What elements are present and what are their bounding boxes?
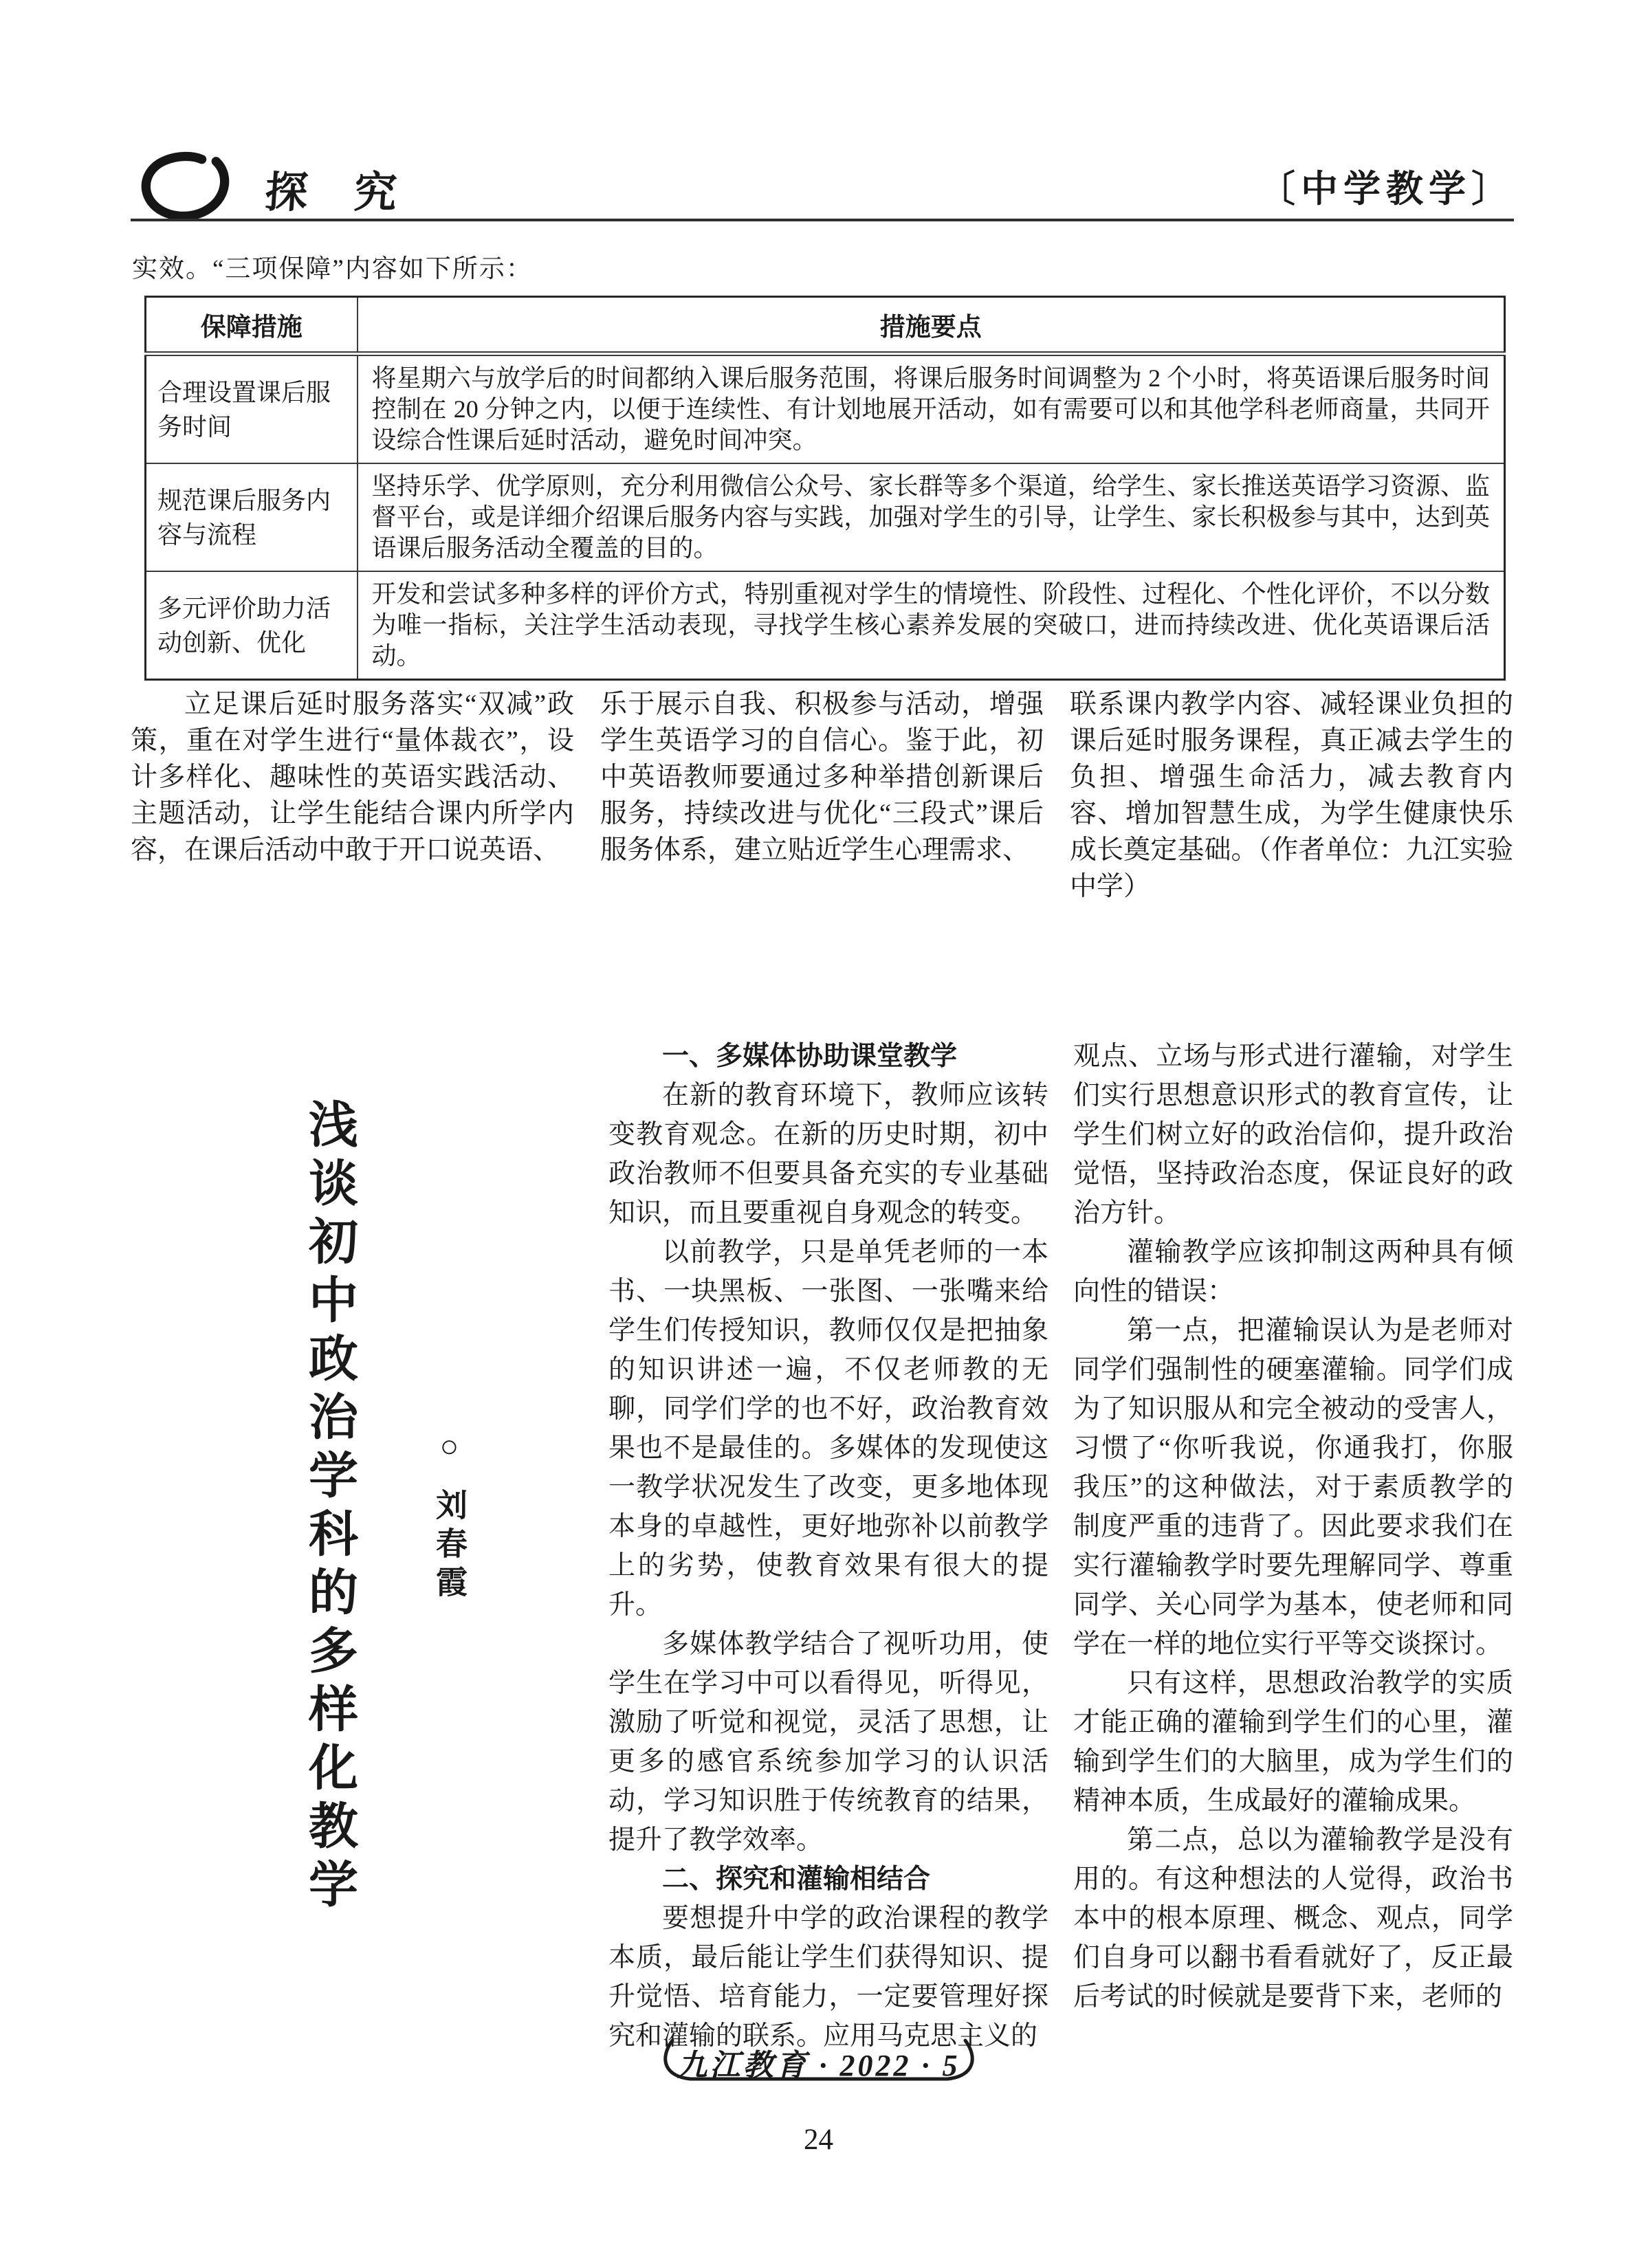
closing-column: 立足课后延时服务落实“双减”政策，重在对学生进行“量体裁衣”，设计多样化、趣味性的英语实践活动、主题活动，让学生能结合课内所学内容，在课后活动中敢于开口说英语、 — [131, 690, 574, 865]
table-row — [146, 354, 1505, 464]
article-paragraph: 以前教学，只是单凭老师的一本书、一块黑板、一张图、一张嘴来给学生们传授知识，教师仅仅是把抽象的知识讲述一遍，不仅老师教的无聊，同学们学的也不好，政治教育效果也不是最佳的。多媒体的发现使这一教学状况发生了改变，更多地体现本身的卓越性，更好地弥补以前教学上的劣势，使教育效果有很大的提升。 — [608, 1237, 1048, 1620]
author-name: 刘春霞 — [432, 1488, 467, 1604]
column-header-measure: 保障措施 — [146, 297, 358, 354]
article-paragraph: 第一点，把灌输误认为是老师对同学们强制性的硬塞灌输。同学们成为了知识服从和完全被动的受害人，习惯了“你听我说，你通我打，你服我压”的这种做法，对于素质教学的制度严重的违背了。因此要求我们在实行灌输教学时要先理解同学、尊重同学、关心同学为基本，使老师和同学在一样的地位实行平等交谈探讨。 — [1073, 1316, 1513, 1659]
article-author — [433, 1429, 465, 1649]
article-paragraph: 观点、立场与形式进行灌输，对学生们实行思想意识形式的教育宣传，让学生们树立好的政治信仰，提升政治觉悟，坚持政治态度，保证良好的政治方针。 — [1073, 1042, 1513, 1228]
footer — [0, 2036, 1637, 2099]
journal-column-tag: 〔中学教学〕 — [1258, 168, 1514, 210]
closing-columns — [131, 686, 1514, 905]
article-paragraph: 要想提升中学的政治课程的教学本质，最后能让学生们获得知识、提升觉悟、培育能力，一定要管理好探究和灌输的联系。应用马克思主义的 — [608, 1904, 1048, 2051]
journal-logo-icon — [136, 151, 239, 224]
article-section-heading: 一、多媒体协助课堂教学 — [662, 1042, 958, 1071]
measures-table — [144, 296, 1506, 681]
measure-cell: 多元评价助力活动创新、优化 — [146, 571, 358, 680]
points-cell: 坚持乐学、优学原则，充分利用微信公众号、家长群等多个渠道，给学生、家长推送英语学习资源、监督平台，或是详细介绍课后服务内容与实践，加强对学生的引导，让学生、家长积极参与其中，达到英语课后服务活动全覆盖的目的。 — [358, 463, 1505, 571]
measure-cell: 合理设置课后服务时间 — [146, 354, 358, 464]
header-divider — [131, 219, 1514, 221]
footer-journal-mark — [657, 2036, 980, 2095]
article — [131, 997, 1514, 2049]
closing-column: 联系课内教学内容、减轻课业负担的课后延时服务课程，真正减去学生的负担、增强生命活力，减去教育内容、增加智慧生成，为学生健康快乐成长奠定基础。（作者单位：九江实验中学） — [1070, 690, 1513, 901]
page-number: 24 — [804, 2124, 833, 2156]
article-vertical-title: 浅谈初中政治学科的多样化教学 — [301, 1099, 356, 1917]
column-header-points: 措施要点 — [358, 297, 1505, 354]
article-column-right — [1073, 1037, 1513, 2056]
article-paragraph: 第二点，总以为灌输教学是没有用的。有这种想法的人觉得，政治书本中的根本原理、概念、观点，同学们自身可以翻书看看就好了，反正最后考试的时候就是要背下来，老师的 — [1073, 1825, 1513, 2012]
table-row — [146, 571, 1505, 680]
article-paragraph: 只有这样，思想政治教学的实质才能正确的灌输到学生们的心里，灌输到学生们的大脑里，成为学生们的精神本质，生成最好的灌输成果。 — [1073, 1669, 1513, 1816]
article-paragraph: 多媒体教学结合了视听功用，使学生在学习中可以看得见，听得见，激励了听觉和视觉，灵活了思想，让更多的感官系统参加学习的认识活动，学习知识胜于传统教育的结果，提升了教学效率。 — [608, 1629, 1048, 1855]
measure-cell: 规范课后服务内容与流程 — [146, 463, 358, 571]
points-cell: 将星期六与放学后的时间都纳入课后服务范围，将课后服务时间调整为 2 个小时，将英语课后服务时间控制在 20 分钟之内，以便于连续性、有计划地展开活动，如有需要可以和其他学科老师商量，共同开设综合性课后延时活动，避免时间冲突。 — [358, 354, 1505, 464]
article-column-left — [608, 1037, 1048, 2056]
table-header-row — [146, 297, 1505, 354]
points-cell: 开发和尝试多种多样的评价方式，特别重视对学生的情境性、阶段性、过程化、个性化评价，不以分数为唯一指标，关注学生活动表现，寻找学生核心素养发展的突破口，进而持续改进、优化英语课后活动。 — [358, 571, 1505, 680]
measures-table-body — [146, 354, 1505, 680]
article-paragraph: 在新的教育环境下，教师应该转变教育观念。在新的历史时期，初中政治教师不但要具备充实的专业基础知识，而且要重视自身观念的转变。 — [608, 1081, 1048, 1228]
page-header — [131, 151, 1514, 225]
author-marker: ○ — [432, 1429, 467, 1471]
section-label: 探 究 — [263, 170, 417, 217]
table-row — [146, 463, 1505, 571]
article-paragraph: 灌输教学应该抑制这两种具有倾向性的错误： — [1073, 1237, 1513, 1306]
footer-journal-line: 九江教育 · 2022 · 5 — [677, 2049, 960, 2082]
closing-column: 乐于展示自我、积极参与活动，增强学生英语学习的自信心。鉴于此，初中英语教师要通过多种举措创新课后服务，持续改进与优化“三段式”课后服务体系，建立贴近学生心理需求、 — [600, 690, 1044, 865]
article-section-heading: 二、探究和灌输相结合 — [662, 1864, 931, 1894]
intro-line: 实效。“三项保障”内容如下所示： — [132, 255, 533, 283]
article-columns — [608, 1037, 1513, 2056]
